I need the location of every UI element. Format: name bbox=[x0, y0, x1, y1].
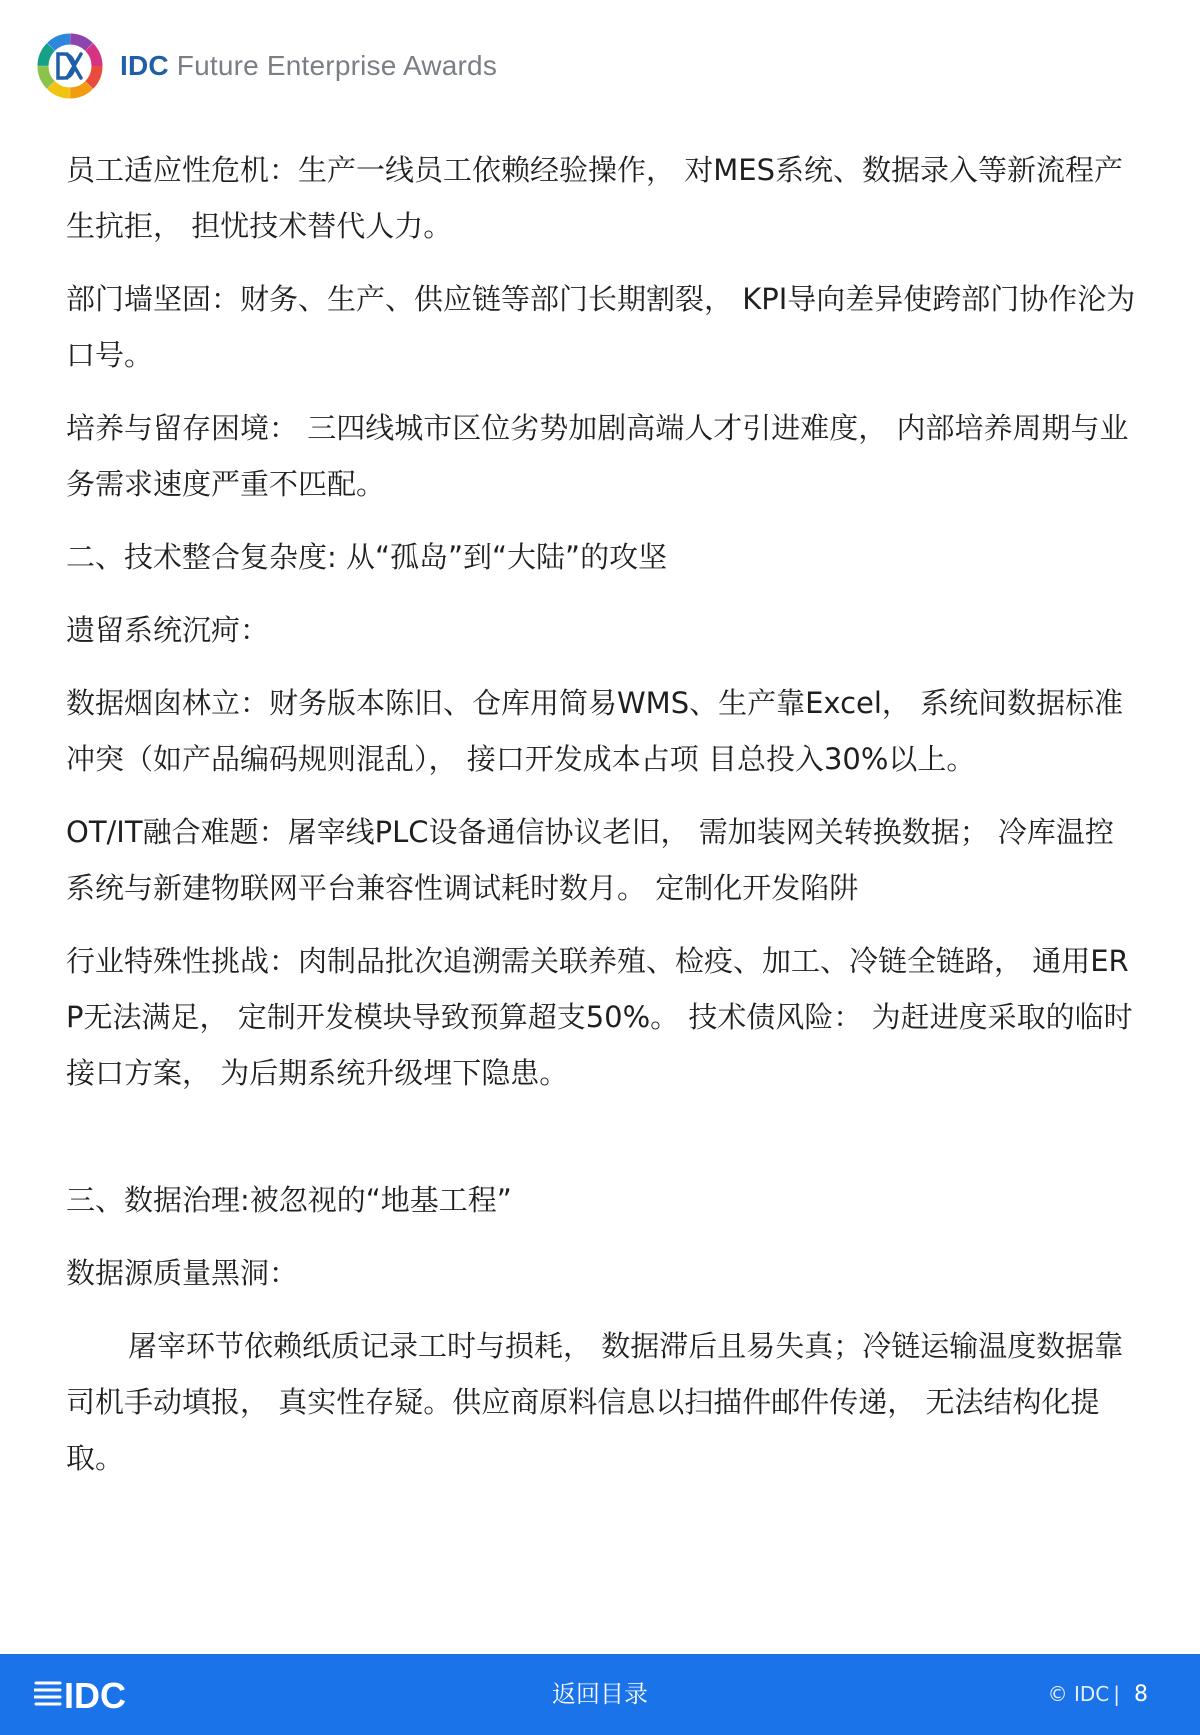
paragraph-industry-challenges: 行业特殊性挑战：肉制品批次追溯需关联养殖、检疫、加工、冷链全链路， 通用ERP无法满足， 定制开发模块导致预算超支50%。 技术债风险： 为赶进度采取的临时接口方案， 为后期系统升级埋下隐患。 bbox=[66, 944, 1133, 1090]
footer-nav bbox=[0, 1654, 1200, 1735]
idc-logo-icon[interactable] bbox=[34, 1674, 154, 1714]
paragraph-data-source-issues: 屠宰环节依赖纸质记录工时与损耗， 数据滞后且易失真；冷链运输温度数据靠司机手动填报， 真实性存疑。供应商原料信息以扫描件邮件传递， 无法结构化提取。 bbox=[66, 1329, 1124, 1475]
footer-meta bbox=[1048, 1654, 1148, 1735]
back-to-contents-link[interactable]: 返回目录 bbox=[552, 1680, 648, 1708]
svg-text:IDC: IDC bbox=[64, 1675, 126, 1714]
brand-award-name: Future Enterprise Awards bbox=[168, 50, 498, 81]
header bbox=[34, 30, 497, 102]
paragraph-department-walls: 部门墙坚固：财务、生产、供应链等部门长期割裂， KPI导向差异使跨部门协作沦为口号。 bbox=[66, 282, 1136, 372]
brand-idc: IDC bbox=[120, 50, 169, 81]
section-spacer bbox=[66, 1118, 1136, 1172]
page-number: 8 bbox=[1134, 1682, 1148, 1707]
dx-logo-icon bbox=[34, 30, 106, 102]
section-heading-data-governance: 三、数据治理:被忽视的“地基工程” bbox=[66, 1183, 512, 1217]
document-body bbox=[66, 142, 1136, 1503]
footer-bar bbox=[0, 1654, 1200, 1735]
paragraph-ot-it-integration: OT/IT融合难题：屠宰线PLC设备通信协议老旧， 需加装网关转换数据； 冷库温控系统与新建物联网平台兼容性调试耗时数月。 定制化开发陷阱 bbox=[66, 815, 1114, 905]
paragraph-employee-adaptation: 员工适应性危机：生产一线员工依赖经验操作， 对MES系统、数据录入等新流程产生抗拒， 担忧技术替代人力。 bbox=[66, 153, 1123, 243]
subheading-legacy-systems: 遗留系统沉疴： bbox=[66, 613, 270, 647]
footer-separator: | bbox=[1113, 1682, 1120, 1706]
subheading-data-source-quality: 数据源质量黑洞： bbox=[66, 1256, 299, 1290]
brand-title bbox=[120, 50, 497, 82]
copyright-text: © IDC bbox=[1047, 1682, 1110, 1706]
paragraph-data-silos: 数据烟囱林立：财务版本陈旧、仓库用简易WMS、生产靠Excel， 系统间数据标准冲突（如产品编码规则混乱）， 接口开发成本占项 目总投入30%以上。 bbox=[66, 686, 1124, 776]
paragraph-talent-retention: 培养与留存困境： 三四线城市区位劣势加剧高端人才引进难度， 内部培养周期与业务需求速度严重不匹配。 bbox=[66, 411, 1129, 501]
section-heading-tech-integration: 二、技术整合复杂度: 从“孤岛”到“大陆”的攻坚 bbox=[66, 540, 668, 574]
